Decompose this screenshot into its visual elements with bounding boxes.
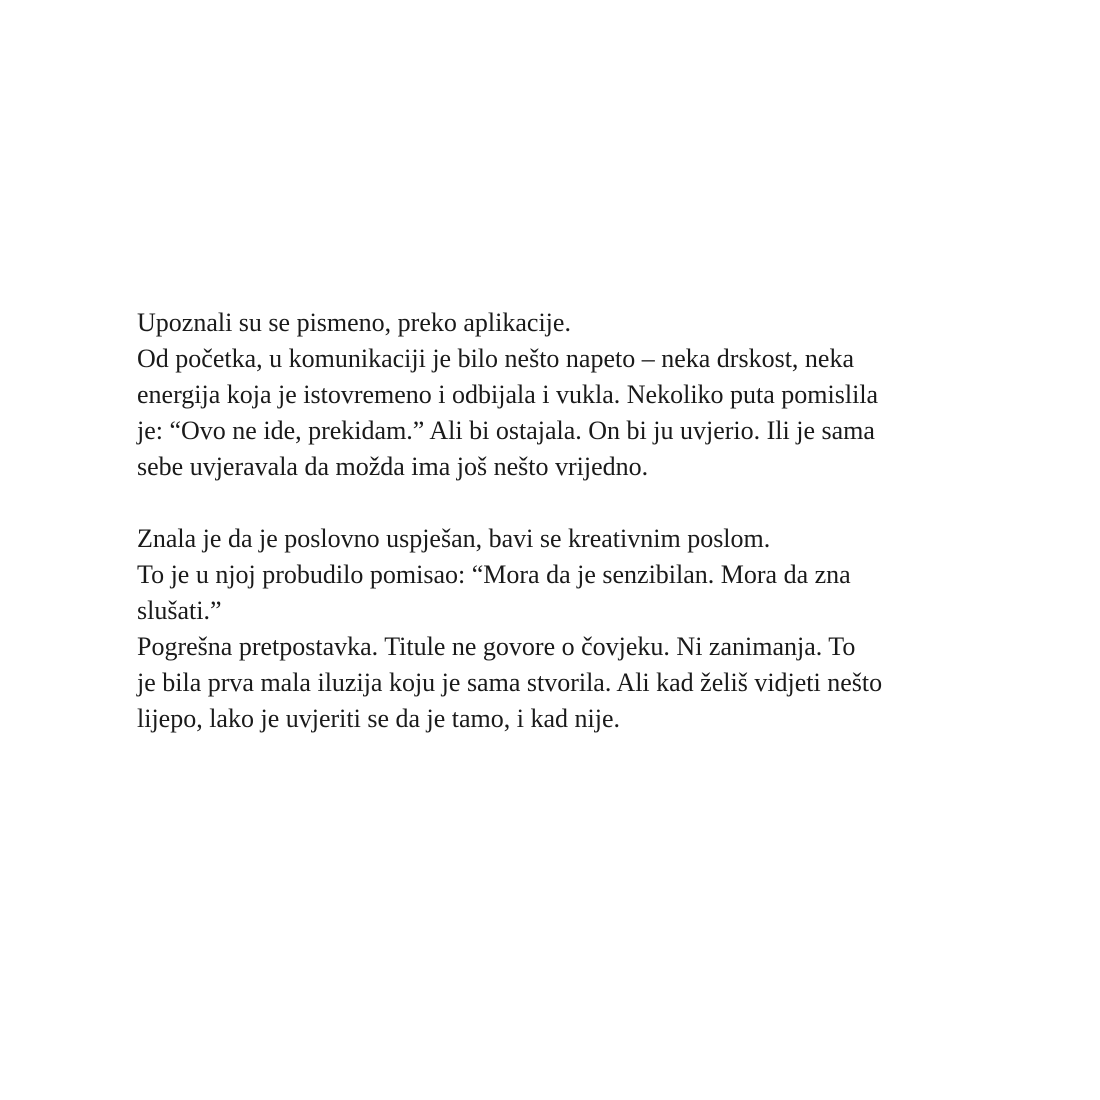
text-line: sebe uvjeravala da možda ima još nešto vrijedno. xyxy=(137,452,649,481)
text-line: je: “Ovo ne ide, prekidam.” Ali bi ostajala. On bi ju uvjerio. Ili je sama xyxy=(137,416,875,445)
text-line: Pogrešna pretpostavka. Titule ne govore o čovjeku. Ni zanimanja. To xyxy=(137,632,856,661)
paragraph-2 xyxy=(137,521,1017,737)
text-line: je bila prva mala iluzija koju je sama stvorila. Ali kad želiš vidjeti nešto xyxy=(137,668,883,697)
text-line: slušati.” xyxy=(137,596,222,625)
paragraph-1 xyxy=(137,305,1017,485)
text-line: Upoznali su se pismeno, preko aplikacije. xyxy=(137,308,571,337)
text-line: energija koja je istovremeno i odbijala i vukla. Nekoliko puta pomislila xyxy=(137,380,879,409)
story-text xyxy=(137,305,1017,737)
text-line: lijepo, lako je uvjeriti se da je tamo, i kad nije. xyxy=(137,704,621,733)
text-line: Znala je da je poslovno uspješan, bavi se kreativnim poslom. xyxy=(137,524,771,553)
text-line: To je u njoj probudilo pomisao: “Mora da je senzibilan. Mora da zna xyxy=(137,560,851,589)
text-line: Od početka, u komunikaciji je bilo nešto napeto – neka drskost, neka xyxy=(137,344,854,373)
